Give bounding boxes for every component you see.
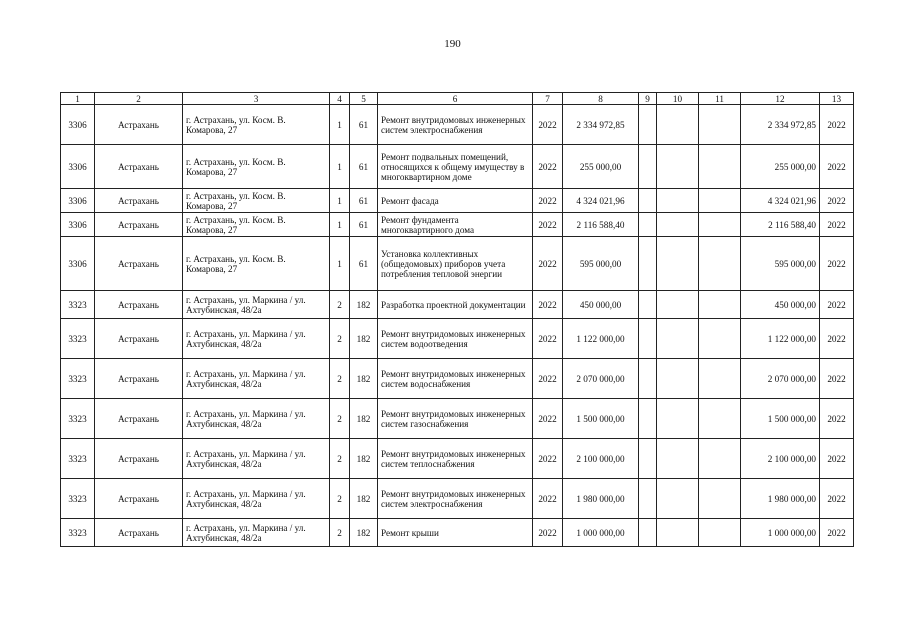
repair-program-table xyxy=(60,92,854,547)
cell-cost-total: 1 980 000,00 xyxy=(563,479,639,519)
column-number-header: 12 xyxy=(741,93,820,105)
cell-work-year: 2022 xyxy=(533,359,563,399)
cell-cost-total: 1 122 000,00 xyxy=(563,319,639,359)
cell-completion-year: 2022 xyxy=(820,189,854,213)
cell-work-type: Разработка проектной документации xyxy=(378,291,533,319)
cell-cost-fund: 450 000,00 xyxy=(741,291,820,319)
cell-work-type: Установка коллективных (общедомовых) приборов учета потребления тепловой энергии xyxy=(378,237,533,291)
cell-house-count: 1 xyxy=(330,189,350,213)
cell-house-number: 182 xyxy=(350,439,378,479)
cell-work-year: 2022 xyxy=(533,145,563,189)
table-row xyxy=(61,439,854,479)
column-number-header: 11 xyxy=(699,93,741,105)
cell-address: г. Астрахань, ул. Маркина / ул. Ахтубинская, 48/2а xyxy=(183,359,330,399)
table-row xyxy=(61,145,854,189)
cell-work-year: 2022 xyxy=(533,105,563,145)
cell-work-year: 2022 xyxy=(533,439,563,479)
table-row xyxy=(61,319,854,359)
cell-col-9 xyxy=(639,237,657,291)
cell-work-year: 2022 xyxy=(533,479,563,519)
cell-municipality: Астрахань xyxy=(95,105,183,145)
cell-municipality: Астрахань xyxy=(95,291,183,319)
cell-col-9 xyxy=(639,399,657,439)
cell-house-number: 182 xyxy=(350,319,378,359)
cell-col-9 xyxy=(639,291,657,319)
cell-object-code: 3306 xyxy=(61,145,95,189)
column-number-row xyxy=(61,93,854,105)
cell-col-9 xyxy=(639,319,657,359)
cell-work-type: Ремонт внутридомовых инженерных систем электроснабжения xyxy=(378,479,533,519)
cell-house-count: 1 xyxy=(330,213,350,237)
cell-cost-fund: 2 070 000,00 xyxy=(741,359,820,399)
column-number-header: 3 xyxy=(183,93,330,105)
cell-house-number: 61 xyxy=(350,237,378,291)
cell-cost-total: 4 324 021,96 xyxy=(563,189,639,213)
cell-cost-total: 595 000,00 xyxy=(563,237,639,291)
cell-cost-fund: 2 334 972,85 xyxy=(741,105,820,145)
cell-col-10 xyxy=(657,479,699,519)
cell-col-11 xyxy=(699,237,741,291)
cell-cost-total: 2 334 972,85 xyxy=(563,105,639,145)
table-row xyxy=(61,519,854,547)
cell-col-11 xyxy=(699,399,741,439)
cell-house-number: 61 xyxy=(350,213,378,237)
cell-col-11 xyxy=(699,359,741,399)
cell-house-count: 2 xyxy=(330,519,350,547)
cell-address: г. Астрахань, ул. Маркина / ул. Ахтубинская, 48/2а xyxy=(183,291,330,319)
cell-col-10 xyxy=(657,237,699,291)
column-number-header: 4 xyxy=(330,93,350,105)
cell-object-code: 3306 xyxy=(61,105,95,145)
cell-completion-year: 2022 xyxy=(820,319,854,359)
cell-address: г. Астрахань, ул. Маркина / ул. Ахтубинская, 48/2а xyxy=(183,439,330,479)
cell-col-9 xyxy=(639,439,657,479)
cell-object-code: 3323 xyxy=(61,319,95,359)
cell-address: г. Астрахань, ул. Косм. В. Комарова, 27 xyxy=(183,237,330,291)
cell-municipality: Астрахань xyxy=(95,399,183,439)
cell-house-number: 61 xyxy=(350,145,378,189)
table-row xyxy=(61,213,854,237)
table-row xyxy=(61,291,854,319)
cell-col-9 xyxy=(639,359,657,399)
cell-col-10 xyxy=(657,189,699,213)
cell-col-11 xyxy=(699,479,741,519)
table-row xyxy=(61,105,854,145)
cell-object-code: 3323 xyxy=(61,439,95,479)
column-number-header: 9 xyxy=(639,93,657,105)
cell-col-10 xyxy=(657,399,699,439)
cell-cost-fund: 1 000 000,00 xyxy=(741,519,820,547)
cell-address: г. Астрахань, ул. Косм. В. Комарова, 27 xyxy=(183,145,330,189)
cell-completion-year: 2022 xyxy=(820,213,854,237)
column-number-header: 6 xyxy=(378,93,533,105)
cell-completion-year: 2022 xyxy=(820,105,854,145)
cell-address: г. Астрахань, ул. Косм. В. Комарова, 27 xyxy=(183,213,330,237)
cell-col-10 xyxy=(657,519,699,547)
cell-col-10 xyxy=(657,105,699,145)
cell-municipality: Астрахань xyxy=(95,213,183,237)
cell-cost-fund: 595 000,00 xyxy=(741,237,820,291)
cell-work-type: Ремонт фундамента многоквартирного дома xyxy=(378,213,533,237)
cell-cost-total: 1 000 000,00 xyxy=(563,519,639,547)
cell-work-type: Ремонт внутридомовых инженерных систем электроснабжения xyxy=(378,105,533,145)
cell-address: г. Астрахань, ул. Косм. В. Комарова, 27 xyxy=(183,105,330,145)
cell-municipality: Астрахань xyxy=(95,359,183,399)
column-number-header: 1 xyxy=(61,93,95,105)
cell-completion-year: 2022 xyxy=(820,439,854,479)
table-row xyxy=(61,189,854,213)
cell-municipality: Астрахань xyxy=(95,319,183,359)
cell-municipality: Астрахань xyxy=(95,439,183,479)
cell-object-code: 3323 xyxy=(61,291,95,319)
cell-address: г. Астрахань, ул. Маркина / ул. Ахтубинская, 48/2а xyxy=(183,519,330,547)
cell-col-9 xyxy=(639,519,657,547)
cell-work-year: 2022 xyxy=(533,213,563,237)
column-number-header: 10 xyxy=(657,93,699,105)
cell-cost-total: 2 116 588,40 xyxy=(563,213,639,237)
cell-object-code: 3323 xyxy=(61,519,95,547)
cell-house-count: 2 xyxy=(330,399,350,439)
cell-object-code: 3306 xyxy=(61,189,95,213)
cell-completion-year: 2022 xyxy=(820,399,854,439)
cell-address: г. Астрахань, ул. Маркина / ул. Ахтубинская, 48/2а xyxy=(183,319,330,359)
cell-house-number: 61 xyxy=(350,105,378,145)
cell-col-9 xyxy=(639,189,657,213)
cell-house-count: 1 xyxy=(330,237,350,291)
cell-house-count: 2 xyxy=(330,291,350,319)
table-row xyxy=(61,237,854,291)
cell-col-9 xyxy=(639,145,657,189)
cell-col-11 xyxy=(699,439,741,479)
cell-house-count: 1 xyxy=(330,145,350,189)
cell-col-11 xyxy=(699,189,741,213)
cell-house-number: 182 xyxy=(350,291,378,319)
cell-cost-fund: 255 000,00 xyxy=(741,145,820,189)
cell-work-type: Ремонт фасада xyxy=(378,189,533,213)
cell-col-9 xyxy=(639,105,657,145)
cell-house-count: 2 xyxy=(330,359,350,399)
cell-object-code: 3323 xyxy=(61,479,95,519)
cell-col-11 xyxy=(699,291,741,319)
table-row xyxy=(61,359,854,399)
cell-house-count: 2 xyxy=(330,439,350,479)
cell-work-year: 2022 xyxy=(533,291,563,319)
cell-col-11 xyxy=(699,519,741,547)
cell-cost-total: 2 070 000,00 xyxy=(563,359,639,399)
cell-house-count: 2 xyxy=(330,319,350,359)
cell-completion-year: 2022 xyxy=(820,291,854,319)
cell-col-11 xyxy=(699,213,741,237)
cell-object-code: 3323 xyxy=(61,399,95,439)
cell-completion-year: 2022 xyxy=(820,359,854,399)
cell-work-type: Ремонт крыши xyxy=(378,519,533,547)
cell-municipality: Астрахань xyxy=(95,145,183,189)
cell-work-year: 2022 xyxy=(533,319,563,359)
cell-col-10 xyxy=(657,439,699,479)
cell-work-type: Ремонт внутридомовых инженерных систем водоснабжения xyxy=(378,359,533,399)
cell-work-year: 2022 xyxy=(533,399,563,439)
cell-cost-fund: 2 116 588,40 xyxy=(741,213,820,237)
cell-cost-total: 255 000,00 xyxy=(563,145,639,189)
cell-municipality: Астрахань xyxy=(95,479,183,519)
cell-object-code: 3306 xyxy=(61,213,95,237)
cell-work-type: Ремонт внутридомовых инженерных систем теплоснабжения xyxy=(378,439,533,479)
table-row xyxy=(61,399,854,439)
cell-cost-fund: 1 980 000,00 xyxy=(741,479,820,519)
cell-col-9 xyxy=(639,479,657,519)
cell-cost-fund: 1 122 000,00 xyxy=(741,319,820,359)
cell-completion-year: 2022 xyxy=(820,479,854,519)
column-number-header: 8 xyxy=(563,93,639,105)
cell-address: г. Астрахань, ул. Косм. В. Комарова, 27 xyxy=(183,189,330,213)
cell-house-number: 61 xyxy=(350,189,378,213)
cell-col-10 xyxy=(657,319,699,359)
cell-work-year: 2022 xyxy=(533,237,563,291)
cell-address: г. Астрахань, ул. Маркина / ул. Ахтубинская, 48/2а xyxy=(183,399,330,439)
column-number-header: 2 xyxy=(95,93,183,105)
cell-completion-year: 2022 xyxy=(820,145,854,189)
cell-col-10 xyxy=(657,145,699,189)
cell-cost-fund: 2 100 000,00 xyxy=(741,439,820,479)
cell-cost-fund: 4 324 021,96 xyxy=(741,189,820,213)
cell-work-type: Ремонт внутридомовых инженерных систем водоотведения xyxy=(378,319,533,359)
cell-house-count: 1 xyxy=(330,105,350,145)
cell-cost-total: 2 100 000,00 xyxy=(563,439,639,479)
cell-col-10 xyxy=(657,359,699,399)
cell-col-10 xyxy=(657,291,699,319)
cell-house-number: 182 xyxy=(350,519,378,547)
page-number: 190 xyxy=(444,38,461,50)
cell-municipality: Астрахань xyxy=(95,519,183,547)
cell-address: г. Астрахань, ул. Маркина / ул. Ахтубинская, 48/2а xyxy=(183,479,330,519)
cell-completion-year: 2022 xyxy=(820,519,854,547)
column-number-header: 5 xyxy=(350,93,378,105)
cell-completion-year: 2022 xyxy=(820,237,854,291)
cell-work-year: 2022 xyxy=(533,189,563,213)
cell-work-type: Ремонт подвальных помещений, относящихся к общему имуществу в многоквартирном доме xyxy=(378,145,533,189)
cell-col-9 xyxy=(639,213,657,237)
cell-object-code: 3323 xyxy=(61,359,95,399)
table-row xyxy=(61,479,854,519)
cell-cost-total: 450 000,00 xyxy=(563,291,639,319)
cell-object-code: 3306 xyxy=(61,237,95,291)
cell-col-11 xyxy=(699,145,741,189)
cell-cost-total: 1 500 000,00 xyxy=(563,399,639,439)
cell-cost-fund: 1 500 000,00 xyxy=(741,399,820,439)
cell-municipality: Астрахань xyxy=(95,237,183,291)
cell-house-count: 2 xyxy=(330,479,350,519)
column-number-header: 13 xyxy=(820,93,854,105)
cell-house-number: 182 xyxy=(350,399,378,439)
cell-work-type: Ремонт внутридомовых инженерных систем газоснабжения xyxy=(378,399,533,439)
cell-work-year: 2022 xyxy=(533,519,563,547)
cell-house-number: 182 xyxy=(350,359,378,399)
cell-house-number: 182 xyxy=(350,479,378,519)
cell-col-11 xyxy=(699,105,741,145)
cell-col-10 xyxy=(657,213,699,237)
cell-col-11 xyxy=(699,319,741,359)
column-number-header: 7 xyxy=(533,93,563,105)
cell-municipality: Астрахань xyxy=(95,189,183,213)
